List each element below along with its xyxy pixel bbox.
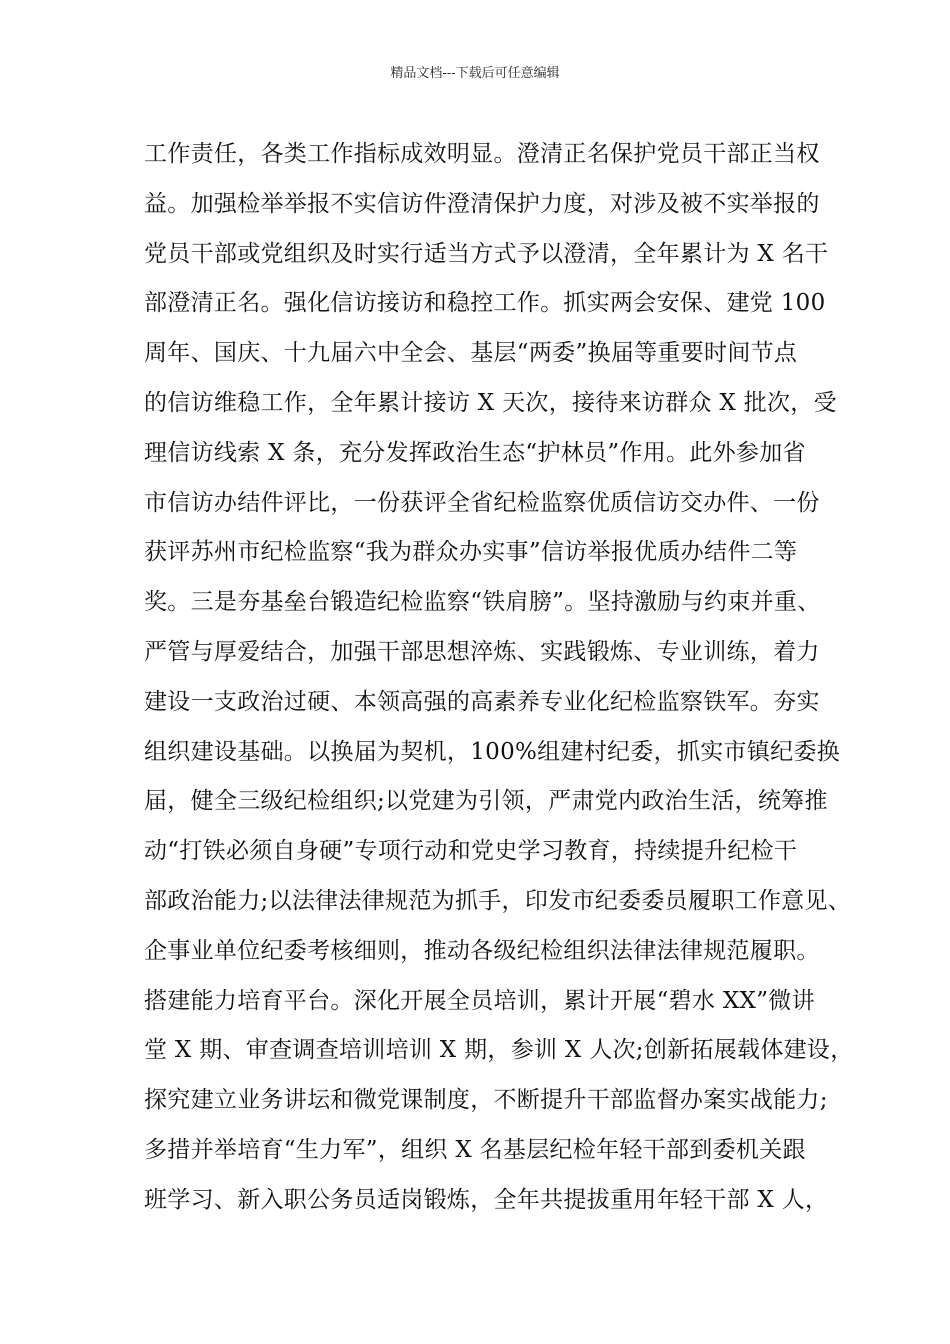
- text-line: 企事业单位纪委考核细则，推动各级纪检组织法律法律规范履职。: [144, 937, 820, 964]
- text-line: 动“打铁必须自身硬”专项行动和党史学习教育，持续提升纪检干: [144, 838, 798, 865]
- text-line: 堂 X 期、审查调查培训培训 X 期，参训 X 人次;创新拓展载体建设，: [144, 1037, 854, 1064]
- text-line: 班学习、新入职公务员适岗锻炼，全年共提拔重用年轻干部 X 人，: [144, 1186, 829, 1213]
- text-line: 党员干部或党组织及时实行适当方式予以澄清，全年累计为 X 名干: [144, 240, 829, 267]
- text-line: 奖。三是夯基垒台锻造纪检监察“铁肩膀”。坚持激励与约束并重、: [144, 589, 821, 616]
- text-line: 探究建立业务讲坛和微党课制度，不断提升干部监督办案实战能力;: [144, 1087, 828, 1114]
- text-line: 的信访维稳工作，全年累计接访 X 天次，接待来访群众 X 批次，受: [144, 389, 837, 416]
- page-header: 精品文档---下载后可任意编辑: [390, 66, 560, 81]
- text-line: 组织建设基础。以换届为契机，100%组建村纪委，抓实市镇纪委换: [144, 738, 841, 765]
- text-line: 部澄清正名。强化信访接访和稳控工作。抓实两会安保、建党 100: [144, 290, 826, 317]
- text-line: 益。加强检举举报不实信访件澄清保护力度，对涉及被不实举报的: [144, 190, 820, 217]
- text-line: 获评苏州市纪检监察“我为群众办实事”信访举报优质办结件二等: [144, 539, 798, 566]
- text-line: 市信访办结件评比，一份获评全省纪检监察优质信访交办件、一份: [144, 489, 820, 516]
- document-body: [144, 130, 854, 1226]
- text-line: 多措并举培育“生力军”，组织 X 名基层纪检年轻干部到委机关跟: [144, 1136, 806, 1163]
- text-line: 部政治能力;以法律法律规范为抓手，印发市纪委委员履职工作意见、: [144, 887, 852, 914]
- text-line: 理信访线索 X 条，充分发挥政治生态“护林员”作用。此外参加省: [144, 439, 806, 466]
- text-line: 工作责任，各类工作指标成效明显。澄清正名保护党员干部正当权: [144, 141, 820, 167]
- text-line: 建设一支政治过硬、本领高强的高素养专业化纪检监察铁军。夯实: [144, 688, 820, 715]
- text-line: 周年、国庆、十九届六中全会、基层“两委”换届等重要时间节点: [144, 340, 798, 367]
- text-line: 搭建能力培育平台。深化开展全员培训，累计开展“碧水 XX”微讲: [144, 987, 815, 1014]
- text-line: 届，健全三级纪检组织;以党建为引领，严肃党内政治生活，统筹推: [144, 788, 828, 815]
- text-line: 严管与厚爱结合，加强干部思想淬炼、实践锻炼、专业训练，着力: [144, 638, 820, 665]
